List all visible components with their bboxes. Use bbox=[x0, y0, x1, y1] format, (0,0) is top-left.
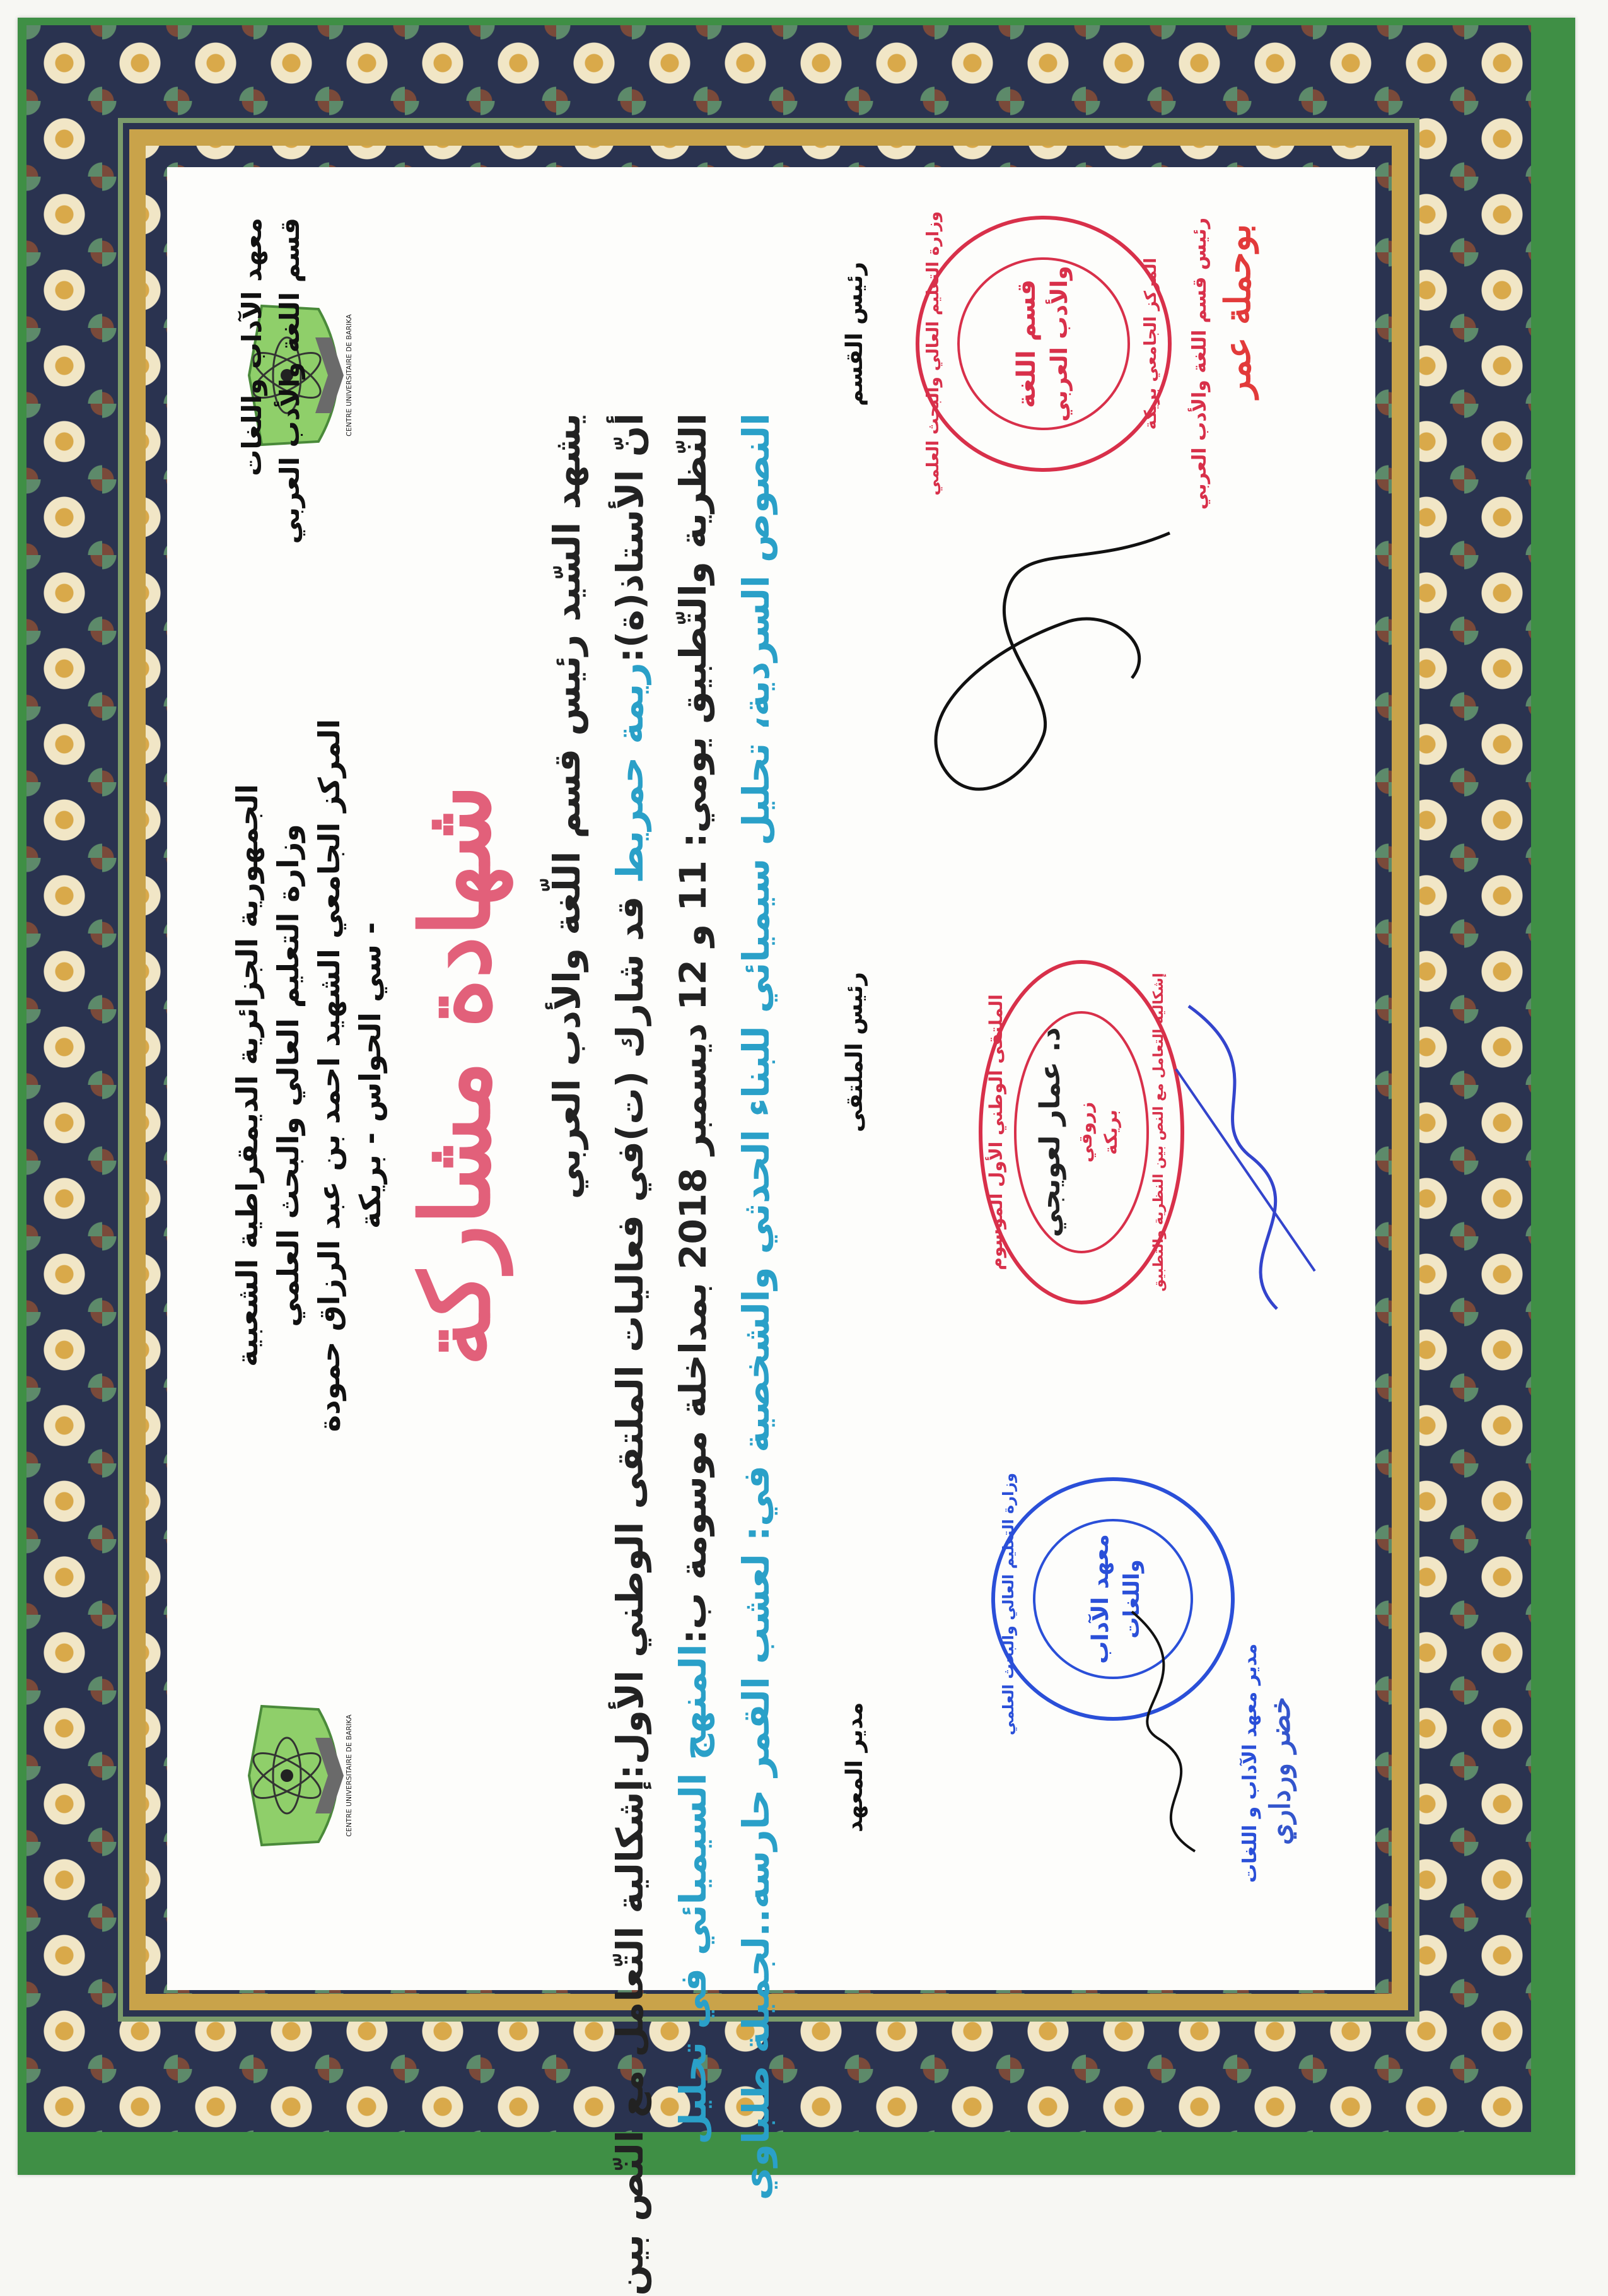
paper-title-part-1: المنهج السيميائي في تحليل bbox=[672, 1644, 714, 2145]
dept-head-caption: رئيس قسم اللغة والأدب العربي bbox=[1189, 218, 1211, 510]
conference-head-signature bbox=[1151, 981, 1340, 1334]
body-line-2 bbox=[609, 413, 651, 2296]
conference-head-name: د. عمار لعويجي bbox=[1034, 1027, 1066, 1238]
university-logo-icon bbox=[236, 1694, 356, 1858]
department-name: قسم اللغة والأدب العربي bbox=[274, 218, 305, 544]
conference-stamp-inner-1: زروقي bbox=[1075, 1101, 1096, 1163]
dept-stamp-bottom: المركز الجامعي بريكة bbox=[1141, 257, 1160, 430]
center-name: المركز الجامعي الشهيد احمد بن عبد الرزاق حمودة bbox=[312, 718, 346, 1432]
logo-caption: CENTRE UNIVERSITAIRE DE BARIKA bbox=[345, 1714, 353, 1837]
director-stamp-outer: وزارة التعليم العالي والبحث العلمي bbox=[999, 1473, 1017, 1736]
dept-stamp-line-1: قسم اللغة bbox=[1012, 279, 1041, 409]
body-line-3-text: النّظرية والتّطبيق يومي: 11 و 12 ديسمبر 2018 بمداخلة موسومة ب: bbox=[672, 413, 714, 1644]
dept-stamp-line-2: والأدب العربي bbox=[1047, 266, 1073, 422]
university-logo-left bbox=[236, 1694, 359, 1858]
conference-stamp-bottom: إشكالية التعامل مع النص بين النظرية والتطبيق bbox=[1151, 973, 1167, 1292]
dept-head-label: رئيس القسم bbox=[842, 262, 868, 406]
institute-name: معهد الآداب واللغات bbox=[236, 218, 267, 476]
director-label: مدير المعهد bbox=[842, 1702, 868, 1832]
republic-name: الجمهورية الجزائرية الديمقراطية الشعبية bbox=[230, 783, 264, 1368]
dept-head-name: بوحملة عمر bbox=[1217, 224, 1259, 399]
director-signature bbox=[1081, 1599, 1245, 1864]
director-caption: مدير معهد الآداب و اللغات bbox=[1239, 1643, 1261, 1883]
body-line-2-suffix: قد شارك (ت)في فعاليات الملتقى الوطني الأول:إشكالية التّعامل مع النّص بين bbox=[609, 896, 651, 2296]
certificate-title: شهادة مشاركة bbox=[400, 784, 511, 1367]
director-stamp-line-1: معهد الآداب bbox=[1088, 1534, 1114, 1664]
paper-title-part-2: النصوص السردية، تحليل سيميائي للبناء الحدثي والشخصية في: لعشب القمر حارسه..لجميلة طلباوي bbox=[735, 413, 778, 2201]
director-stamp-line-2: واللغات bbox=[1119, 1559, 1145, 1639]
logo-caption: CENTRE UNIVERSITAIRE DE BARIKA bbox=[345, 314, 353, 436]
dept-stamp bbox=[911, 211, 1176, 496]
rotated-content bbox=[167, 167, 1375, 2296]
dept-stamp-icon bbox=[911, 211, 1176, 496]
director-name: خضر ورداري bbox=[1264, 1697, 1296, 1845]
body-line-2-prefix: أنّ الأستاذ(ة): bbox=[609, 413, 651, 663]
body-line-3 bbox=[672, 413, 714, 2145]
conference-stamp-outer: الملتقى الوطني الأول الموسوم bbox=[986, 994, 1006, 1270]
body-line-1: يشهد السّيد رئيس قسم اللّغة والأدب العربي bbox=[545, 413, 588, 1200]
conf-head-label: رئيس الملتقى bbox=[842, 971, 868, 1132]
conference-stamp-inner-2: بريكة bbox=[1100, 1110, 1121, 1155]
ministry-name: وزارة التعليم العالي والبحث العلمي bbox=[271, 824, 305, 1327]
dept-head-signature bbox=[892, 508, 1208, 836]
center-location: - سي الحواس - بريكة bbox=[353, 922, 387, 1229]
certificate-panel bbox=[167, 167, 1375, 2296]
dept-stamp-outer: وزارة التعليم العالي والبحث العلمي bbox=[924, 211, 943, 496]
participant-name: ريمة حمريط bbox=[609, 662, 651, 884]
